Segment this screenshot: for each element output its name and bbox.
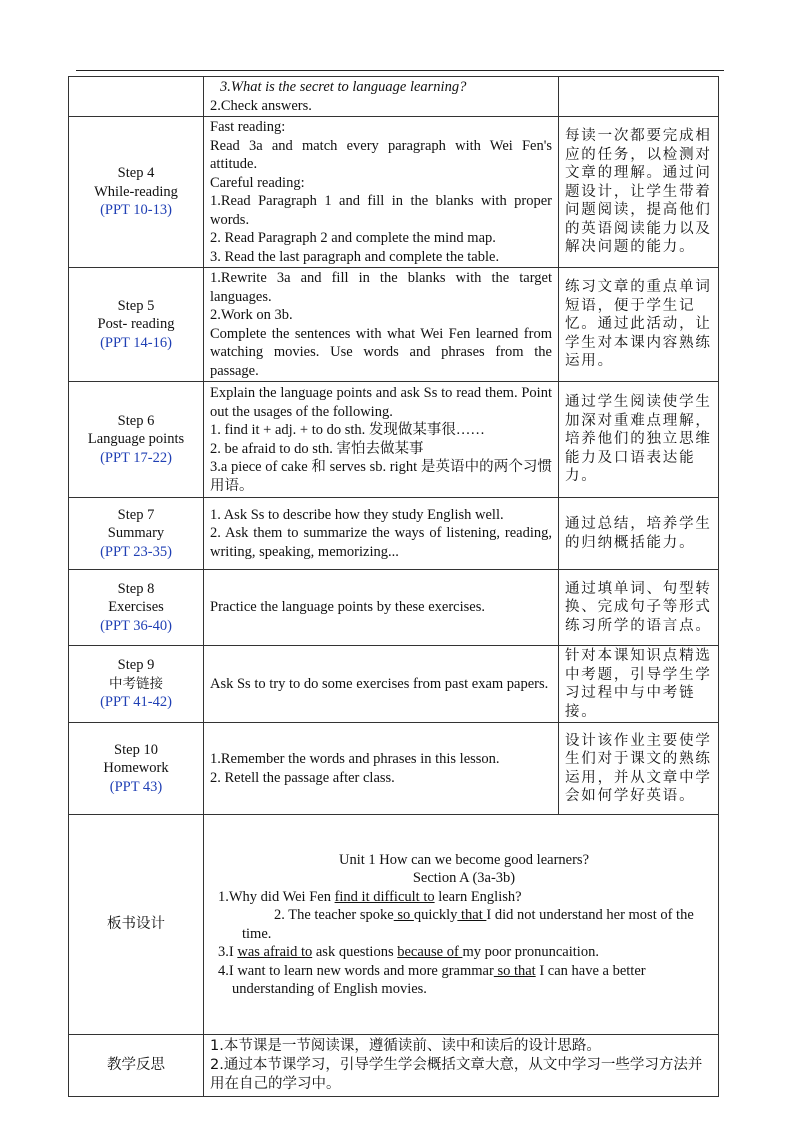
activity-cell	[204, 570, 559, 646]
board-line-2: 2. The teacher spoke so quickly that I did not understand her most of the time.	[242, 907, 694, 942]
design-intent-cell	[559, 77, 719, 117]
activity-line: 1.Remember the words and phrases in this lesson.	[210, 751, 500, 767]
activity-cell	[204, 646, 559, 723]
activity-line: Fast reading:	[210, 119, 286, 135]
activity-line: 2. Retell the passage after class.	[210, 769, 395, 786]
activity-line: Explain the language points and ask Ss to read them. Point out the usages of the following.	[210, 385, 552, 420]
step-row	[69, 382, 719, 498]
design-intent-cell: 通过总结，培养学生的归纳概括能力。	[559, 498, 719, 570]
step-title: Step 10	[114, 741, 158, 758]
board-line-1: 1.Why did Wei Fen find it difficult to learn English?	[218, 888, 522, 905]
step-ppt: (PPT 10-13)	[100, 202, 172, 219]
board-line-3: 3.I was afraid to ask questions because of my poor pronuncaition.	[218, 944, 599, 960]
step-name: Summary	[107, 525, 165, 542]
activity-cell	[204, 268, 559, 382]
board-design-row	[69, 815, 719, 1035]
step-title: Step 8	[117, 580, 155, 597]
step-name: Language points	[87, 431, 185, 448]
page-top-rule	[76, 70, 724, 71]
activity-line: 1.Read Paragraph 1 and fill in the blanks with proper words.	[210, 193, 552, 228]
reflection-line: 1.本节课是一节阅读课，遵循读前、读中和读后的设计思路。	[210, 1038, 601, 1054]
board-line-4: 4.I want to learn new words and more grammar so that I can have a better understanding of English movies.	[218, 962, 646, 997]
activity-line: 3. Read the last paragraph and complete the table.	[210, 248, 500, 265]
step-row	[69, 646, 719, 723]
step-name: 中考链接	[109, 675, 163, 692]
design-intent-cell: 设计该作业主要使学生们对于课文的熟练运用，并从文章中学会如何学好英语。	[559, 723, 719, 815]
step-cell	[69, 498, 204, 570]
step-ppt: (PPT 36-40)	[100, 617, 172, 634]
design-intent-cell: 通过填单词、句型转换、完成句子等形式练习所学的语言点。	[559, 570, 719, 646]
step-title: Step 5	[117, 297, 155, 314]
step-row	[69, 723, 719, 815]
activity-cell	[204, 117, 559, 268]
step-cell	[69, 117, 204, 268]
reflection-row	[69, 1035, 719, 1097]
activity-cell	[204, 723, 559, 815]
step-ppt: (PPT 17-22)	[100, 449, 172, 466]
step-title: Step 7	[117, 506, 155, 523]
step-row	[69, 268, 719, 382]
step-cell	[69, 77, 204, 117]
activity-line: 1. find it + adj. + to do sth. 发现做某事很……	[210, 422, 485, 438]
activity-line: Ask Ss to try to do some exercises from past exam papers.	[210, 675, 549, 692]
board-design-label: 板书设计	[69, 815, 204, 1035]
step-cell	[69, 570, 204, 646]
reflection-content	[204, 1035, 719, 1097]
activity-line: Complete the sentences with what Wei Fen learned from watching movies. Use words and phrases from the passage.	[210, 325, 552, 379]
design-intent-cell: 练习文章的重点单词短语，便于学生记忆。通过此活动，让学生对本课内容熟练运用。	[559, 268, 719, 382]
design-intent-cell: 通过学生阅读使学生加深对重难点理解，培养他们的独立思维能力及口语表达能力。	[559, 382, 719, 498]
step-cell	[69, 382, 204, 498]
step-row	[69, 77, 719, 117]
activity-line: 2. Ask them to summarize the ways of listening, reading, writing, speaking, memorizing...	[210, 525, 552, 560]
activity-line: 3.a piece of cake 和 serves sb. right 是英语中的两个习惯用语。	[210, 459, 552, 494]
activity-line: 1.Rewrite 3a and fill in the blanks with the target languages.	[210, 270, 552, 305]
activity-line: 1. Ask Ss to describe how they study English well.	[210, 506, 504, 523]
activity-line: 3.What is the secret to language learning?	[220, 79, 467, 95]
design-intent-cell: 每读一次都要完成相应的任务，以检测对文章的理解。通过问题设计，让学生带着问题阅读，提高他们的英语阅读能力以及解决问题的能力。	[559, 117, 719, 268]
step-ppt: (PPT 14-16)	[100, 334, 172, 351]
step-ppt: (PPT 41-42)	[100, 694, 172, 711]
step-ppt: (PPT 23-35)	[100, 543, 172, 560]
activity-cell	[204, 77, 559, 117]
step-cell	[69, 268, 204, 382]
activity-cell	[204, 382, 559, 498]
step-cell	[69, 646, 204, 723]
reflection-line: 2.通过本节课学习，引导学生学会概括文章大意，从文中学习一些学习方法并用在自己的学习中。	[210, 1057, 703, 1092]
activity-line: 2.Work on 3b.	[210, 307, 293, 323]
step-title: Step 9	[117, 657, 155, 674]
step-title: Step 6	[117, 412, 155, 429]
activity-line: 2.Check answers.	[210, 97, 312, 114]
step-row	[69, 498, 719, 570]
step-ppt: (PPT 43)	[109, 778, 163, 795]
board-section: Section A (3a-3b)	[412, 870, 516, 886]
activity-line: Careful reading:	[210, 174, 305, 191]
step-row	[69, 117, 719, 268]
design-intent-cell: 针对本课知识点精选中考题，引导学生学习过程中与中考链接。	[559, 646, 719, 723]
step-row	[69, 570, 719, 646]
board-design-content	[204, 815, 719, 1035]
activity-line: 2. Read Paragraph 2 and complete the mind map.	[210, 230, 496, 246]
activity-cell	[204, 498, 559, 570]
step-name: Homework	[103, 760, 169, 777]
step-name: Post- reading	[97, 316, 175, 333]
activity-line: 2. be afraid to do sth. 害怕去做某事	[210, 440, 424, 457]
activity-line: Read 3a and match every paragraph with Wei Fen's attitude.	[210, 137, 552, 172]
step-title: Step 4	[117, 165, 155, 182]
step-name: Exercises	[108, 599, 164, 616]
lesson-plan-table	[68, 76, 719, 1097]
board-unit-title: Unit 1 How can we become good learners?	[338, 851, 590, 868]
reflection-label: 教学反思	[69, 1035, 204, 1097]
activity-line: Practice the language points by these exercises.	[210, 599, 485, 616]
step-cell	[69, 723, 204, 815]
step-name: While-reading	[94, 183, 178, 200]
